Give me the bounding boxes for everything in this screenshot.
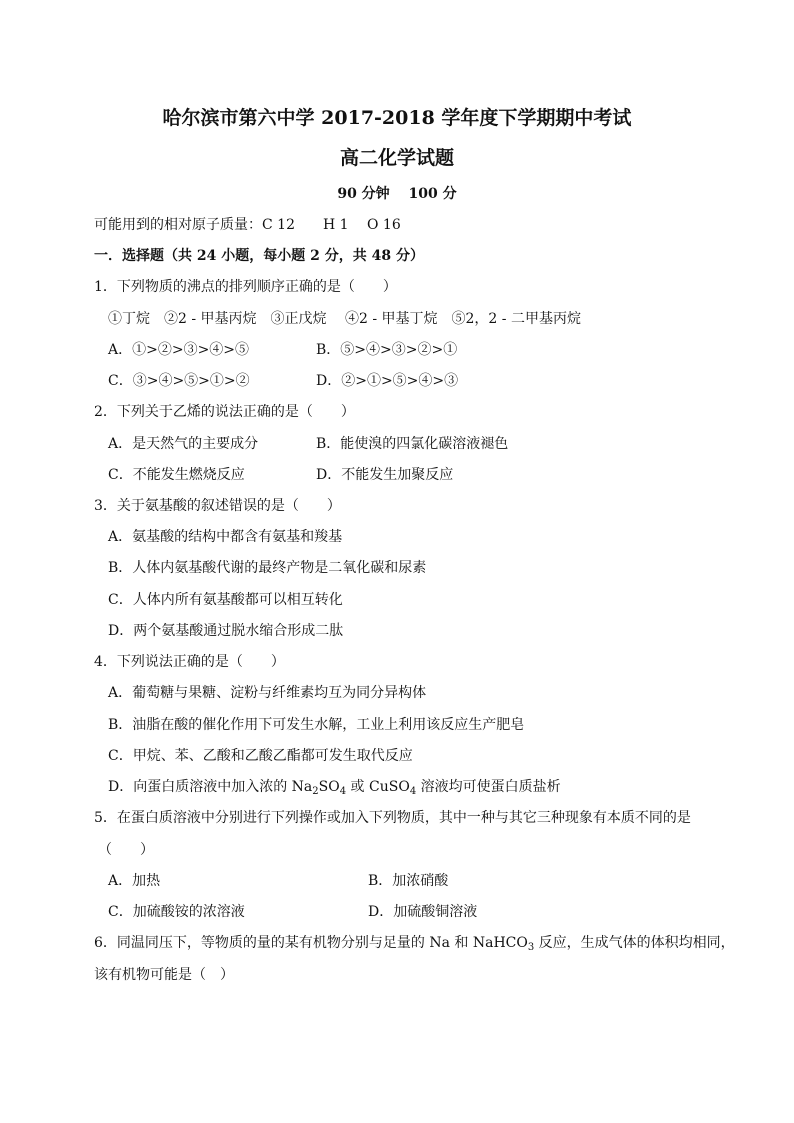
exam-title: 哈尔滨市第六中学 2017-2018 学年度下学期期中考试	[162, 107, 632, 129]
exam-subtitle: 高二化学试题	[339, 147, 454, 169]
q1-option-a: A．①>②>③>④>⑤	[108, 342, 250, 358]
q2-option-c: C．不能发生燃烧反应	[108, 467, 245, 483]
question-5-stem-cont: （ ）	[98, 842, 154, 858]
q1-option-b: B．⑤>④>③>②>①	[316, 342, 458, 358]
section-heading: 一．选择题（共 24 小题，每小题 2 分，共 48 分）	[94, 248, 424, 264]
question-1-stem: 1．下列物质的沸点的排列顺序正确的是（ ）	[94, 279, 397, 295]
q4-option-a: A．葡萄糖与果糖、淀粉与纤维素均互为同分异构体	[108, 685, 427, 701]
q5-option-c: C．加硫酸铵的浓溶液	[108, 904, 245, 920]
q2-option-a: A．是天然气的主要成分	[108, 436, 259, 452]
q1-option-c: C．③>④>⑤>①>②	[108, 373, 250, 389]
q2-option-d: D．不能发生加聚反应	[316, 467, 454, 483]
q4-option-d: D．向蛋白质溶液中加入浓的 $Na_2SO_4$ 或 CuSO$_4$ 溶液均可使蛋白质盐析	[108, 779, 561, 797]
atomic-masses: 可能用到的相对原子质量：C 12 H 1 O 16	[94, 217, 401, 233]
question-4-stem: 4．下列说法正确的是（ ）	[94, 654, 285, 670]
question-6-stem-cont: 该有机物可能是（ ）	[94, 967, 234, 983]
time-score: 90 分钟 100 分	[337, 186, 457, 202]
q5-option-d: D．加硫酸铜溶液	[368, 904, 478, 920]
q3-option-b: B．人体内氨基酸代谢的最终产物是二氧化碳和尿素	[108, 560, 427, 576]
q4-option-c: C．甲烷、苯、乙酸和乙酸乙酯都可发生取代反应	[108, 748, 413, 764]
question-2-stem: 2．下列关于乙烯的说法正确的是（ ）	[94, 404, 355, 420]
q1-option-d: D．②>①>⑤>④>③	[316, 373, 459, 389]
question-3-stem: 3．关于氨基酸的叙述错误的是（ ）	[94, 498, 341, 514]
q5-option-b: B．加浓硝酸	[368, 873, 449, 889]
q4-option-b: B．油脂在酸的催化作用下可发生水解，工业上利用该反应生产肥皂	[108, 717, 525, 733]
q3-option-c: C．人体内所有氨基酸都可以相互转化	[108, 592, 343, 608]
q5-option-a: A．加热	[108, 873, 161, 889]
question-1-list: ①丁烷 ②2 - 甲基丙烷 ③正戊烷 ④2 - 甲基丁烷 ⑤2，2 - 二甲基丙烷	[108, 311, 581, 327]
q2-option-b: B．能使溴的四氯化碳溶液褪色	[316, 436, 509, 452]
q3-option-d: D．两个氨基酸通过脱水缩合形成二肽	[108, 623, 344, 639]
question-5-stem: 5．在蛋白质溶液中分别进行下列操作或加入下列物质，其中一种与其它三种现象有本质不同的是	[94, 810, 691, 826]
q3-option-a: A．氨基酸的结构中都含有氨基和羧基	[108, 529, 343, 545]
question-6-stem: 6．同温同压下，等物质的量的某有机物分别与足量的 Na 和 NaHCO$_3$ 反应，生成气体的体积均相同，	[94, 935, 735, 953]
